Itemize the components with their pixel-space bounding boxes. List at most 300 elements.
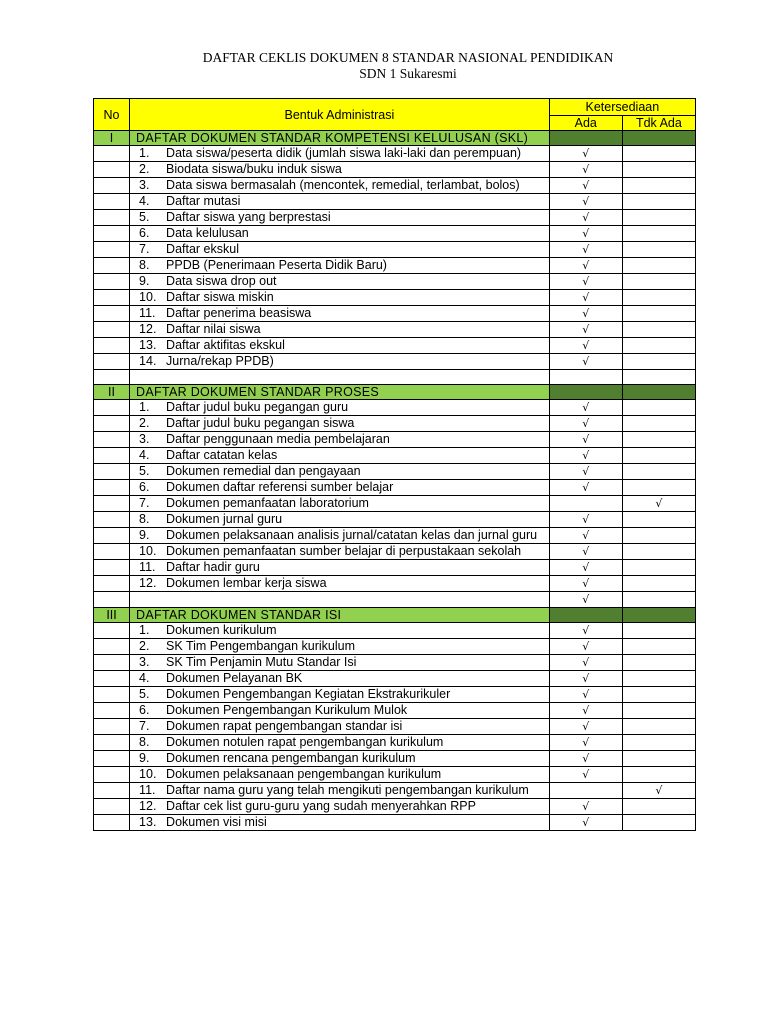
header-no: No <box>94 99 130 131</box>
ada-cell <box>549 592 622 608</box>
tdk-ada-cell <box>622 735 695 751</box>
header-ketersediaan: Ketersediaan <box>549 99 695 116</box>
row-item-cell <box>130 528 550 544</box>
section-row <box>94 131 696 146</box>
ada-cell <box>549 799 622 815</box>
table-row <box>94 162 696 178</box>
ada-cell <box>549 655 622 671</box>
tdk-ada-cell <box>622 274 695 290</box>
item-text: Dokumen Pengembangan Kurikulum Mulok <box>166 703 408 717</box>
ada-cell <box>549 480 622 496</box>
check-mark: √ <box>582 259 590 272</box>
tdk-ada-cell <box>622 306 695 322</box>
table-row <box>94 576 696 592</box>
row-no-cell <box>94 400 130 416</box>
table-row <box>94 274 696 290</box>
ada-cell <box>549 370 622 385</box>
check-mark: √ <box>582 163 590 176</box>
ada-cell <box>549 576 622 592</box>
tdk-ada-cell <box>622 799 695 815</box>
row-no-cell <box>94 496 130 512</box>
table-row <box>94 767 696 783</box>
row-no-cell <box>94 592 130 608</box>
item-text: Daftar aktifitas ekskul <box>166 338 285 352</box>
section-title: DAFTAR DOKUMEN STANDAR PROSES <box>130 385 550 400</box>
section-tdk-cell <box>622 131 695 146</box>
check-mark: √ <box>582 816 590 829</box>
row-item-cell <box>130 162 550 178</box>
section-row <box>94 608 696 623</box>
item-number: 10. <box>139 290 157 304</box>
row-item-cell <box>130 416 550 432</box>
ada-cell <box>549 544 622 560</box>
row-no-cell <box>94 432 130 448</box>
check-mark: √ <box>582 640 590 653</box>
ada-cell <box>549 162 622 178</box>
check-mark: √ <box>582 465 590 478</box>
tdk-ada-cell <box>622 242 695 258</box>
row-item-cell <box>130 400 550 416</box>
table-row <box>94 416 696 432</box>
row-item-cell <box>130 735 550 751</box>
row-item-cell <box>130 370 550 385</box>
row-no-cell <box>94 306 130 322</box>
ada-cell <box>549 767 622 783</box>
table-row <box>94 687 696 703</box>
ada-cell <box>549 735 622 751</box>
table-row <box>94 464 696 480</box>
table-row <box>94 671 696 687</box>
table-row <box>94 258 696 274</box>
tdk-ada-cell <box>622 671 695 687</box>
ada-cell <box>549 400 622 416</box>
check-mark: √ <box>582 195 590 208</box>
row-no-cell <box>94 671 130 687</box>
row-no-cell <box>94 322 130 338</box>
row-no-cell <box>94 512 130 528</box>
item-text: Dokumen pelaksanaan pengembangan kurikulum <box>166 767 442 781</box>
row-item-cell <box>130 258 550 274</box>
school-name: SDN 1 Sukaresmi <box>359 66 457 81</box>
table-row <box>94 799 696 815</box>
table-row <box>94 290 696 306</box>
row-item-cell <box>130 687 550 703</box>
ada-cell <box>549 258 622 274</box>
row-item-cell <box>130 448 550 464</box>
row-item-cell <box>130 432 550 448</box>
ada-cell <box>549 210 622 226</box>
item-text: SK Tim Penjamin Mutu Standar Isi <box>166 655 357 669</box>
tdk-ada-cell <box>622 655 695 671</box>
tdk-ada-cell <box>622 146 695 162</box>
item-text: Dokumen notulen rapat pengembangan kurikulum <box>166 735 444 749</box>
ada-cell <box>549 719 622 735</box>
tdk-ada-cell <box>622 290 695 306</box>
check-mark: √ <box>582 768 590 781</box>
item-text: Data kelulusan <box>166 226 249 240</box>
row-item-cell <box>130 290 550 306</box>
item-number: 10. <box>139 767 157 781</box>
section-number: I <box>94 131 130 146</box>
tdk-ada-cell <box>622 338 695 354</box>
section-tdk-cell <box>622 385 695 400</box>
table-row <box>94 432 696 448</box>
row-no-cell <box>94 623 130 639</box>
row-item-cell <box>130 210 550 226</box>
ada-cell <box>549 815 622 831</box>
item-text: Dokumen pemanfaatan laboratorium <box>166 496 369 510</box>
item-number: 12. <box>139 799 157 813</box>
item-text: Daftar nama guru yang telah mengikuti pengembangan kurikulum <box>166 783 529 797</box>
row-no-cell <box>94 655 130 671</box>
item-text: Daftar siswa yang berprestasi <box>166 210 331 224</box>
table-row <box>94 512 696 528</box>
item-text: Dokumen pelaksanaan analisis jurnal/catatan kelas dan jurnal guru <box>166 528 538 542</box>
item-text: Jurna/rekap PPDB) <box>166 354 274 368</box>
item-number: 1. <box>139 623 150 637</box>
check-mark: √ <box>582 211 590 224</box>
row-item-cell <box>130 496 550 512</box>
check-mark: √ <box>655 497 663 510</box>
row-no-cell <box>94 703 130 719</box>
row-no-cell <box>94 338 130 354</box>
row-item-cell <box>130 815 550 831</box>
row-no-cell <box>94 226 130 242</box>
ada-cell <box>549 464 622 480</box>
item-number: 3. <box>139 178 150 192</box>
item-number: 1. <box>139 146 150 160</box>
row-no-cell <box>94 544 130 560</box>
table-row <box>94 655 696 671</box>
item-number: 4. <box>139 194 150 208</box>
row-item-cell <box>130 226 550 242</box>
item-text: Dokumen lembar kerja siswa <box>166 576 327 590</box>
row-no-cell <box>94 799 130 815</box>
section-ada-cell <box>549 131 622 146</box>
item-text: Daftar catatan kelas <box>166 448 278 462</box>
item-text: Daftar hadir guru <box>166 560 260 574</box>
ada-cell <box>549 528 622 544</box>
table-row <box>94 639 696 655</box>
check-mark: √ <box>582 736 590 749</box>
ada-cell <box>549 671 622 687</box>
ada-cell <box>549 512 622 528</box>
item-text: Biodata siswa/buku induk siswa <box>166 162 342 176</box>
tdk-ada-cell <box>622 623 695 639</box>
ada-cell <box>549 687 622 703</box>
tdk-ada-cell <box>622 560 695 576</box>
check-mark: √ <box>582 752 590 765</box>
row-no-cell <box>94 178 130 194</box>
check-mark: √ <box>582 593 590 606</box>
row-no-cell <box>94 560 130 576</box>
check-mark: √ <box>582 147 590 160</box>
item-number: 12. <box>139 576 157 590</box>
item-number: 3. <box>139 432 150 446</box>
row-item-cell <box>130 671 550 687</box>
item-number: 14. <box>139 354 157 368</box>
section-ada-cell <box>549 608 622 623</box>
item-text: Daftar cek list guru-guru yang sudah menyerahkan RPP <box>166 799 476 813</box>
tdk-ada-cell <box>622 416 695 432</box>
ada-cell <box>549 194 622 210</box>
section-number: III <box>94 608 130 623</box>
tdk-ada-cell <box>622 783 695 799</box>
table-row <box>94 560 696 576</box>
table-row <box>94 623 696 639</box>
item-number: 7. <box>139 719 150 733</box>
ada-cell <box>549 178 622 194</box>
item-text: Dokumen rencana pengembangan kurikulum <box>166 751 416 765</box>
row-item-cell <box>130 306 550 322</box>
table-row <box>94 400 696 416</box>
item-text: Dokumen visi misi <box>166 815 267 829</box>
table-row <box>94 448 696 464</box>
table-row <box>94 242 696 258</box>
check-mark: √ <box>582 624 590 637</box>
ada-cell <box>549 496 622 512</box>
table-row <box>94 592 696 608</box>
row-no-cell <box>94 242 130 258</box>
ada-cell <box>549 448 622 464</box>
item-number: 7. <box>139 242 150 256</box>
row-item-cell <box>130 560 550 576</box>
tdk-ada-cell <box>622 592 695 608</box>
row-item-cell <box>130 703 550 719</box>
tdk-ada-cell <box>622 751 695 767</box>
item-number: 6. <box>139 226 150 240</box>
row-no-cell <box>94 735 130 751</box>
tdk-ada-cell <box>622 194 695 210</box>
section-row <box>94 385 696 400</box>
row-item-cell <box>130 655 550 671</box>
row-item-cell <box>130 274 550 290</box>
row-item-cell <box>130 639 550 655</box>
item-text: PPDB (Penerimaan Peserta Didik Baru) <box>166 258 387 272</box>
item-number: 2. <box>139 162 150 176</box>
check-mark: √ <box>582 243 590 256</box>
section-ada-cell <box>549 385 622 400</box>
check-mark: √ <box>582 339 590 352</box>
item-text: Daftar penerima beasiswa <box>166 306 312 320</box>
ada-cell <box>549 338 622 354</box>
ada-cell <box>549 290 622 306</box>
item-number: 11. <box>139 560 156 574</box>
item-text: Dokumen Pelayanan BK <box>166 671 303 685</box>
check-mark: √ <box>582 417 590 430</box>
item-text: Dokumen pemanfaatan sumber belajar di perpustakaan sekolah <box>166 544 522 558</box>
table-row <box>94 735 696 751</box>
table-row <box>94 496 696 512</box>
row-no-cell <box>94 815 130 831</box>
row-item-cell <box>130 464 550 480</box>
check-mark: √ <box>655 784 663 797</box>
check-mark: √ <box>582 179 590 192</box>
check-mark: √ <box>582 401 590 414</box>
tdk-ada-cell <box>622 354 695 370</box>
ada-cell <box>549 751 622 767</box>
row-no-cell <box>94 258 130 274</box>
row-no-cell <box>94 719 130 735</box>
checklist-table <box>93 98 696 831</box>
row-no-cell <box>94 751 130 767</box>
item-number: 11. <box>139 783 156 797</box>
ada-cell <box>549 432 622 448</box>
tdk-ada-cell <box>622 178 695 194</box>
item-text: Dokumen remedial dan pengayaan <box>166 464 361 478</box>
item-number: 13. <box>139 338 157 352</box>
item-text: Daftar siswa miskin <box>166 290 274 304</box>
table-row <box>94 480 696 496</box>
check-mark: √ <box>582 656 590 669</box>
tdk-ada-cell <box>622 162 695 178</box>
check-mark: √ <box>582 720 590 733</box>
item-number: 7. <box>139 496 150 510</box>
row-item-cell <box>130 512 550 528</box>
row-no-cell <box>94 416 130 432</box>
row-item-cell <box>130 544 550 560</box>
table-row <box>94 719 696 735</box>
row-no-cell <box>94 448 130 464</box>
ada-cell <box>549 146 622 162</box>
row-item-cell <box>130 576 550 592</box>
tdk-ada-cell <box>622 576 695 592</box>
check-mark: √ <box>582 672 590 685</box>
item-text: Dokumen kurikulum <box>166 623 277 637</box>
row-no-cell <box>94 210 130 226</box>
table-row <box>94 815 696 831</box>
item-text: SK Tim Pengembangan kurikulum <box>166 639 356 653</box>
section-title: DAFTAR DOKUMEN STANDAR KOMPETENSI KELULUSAN (SKL) <box>130 131 550 146</box>
header-bentuk-administrasi: Bentuk Administrasi <box>130 99 550 131</box>
check-mark: √ <box>582 355 590 368</box>
item-text: Daftar mutasi <box>166 194 241 208</box>
row-no-cell <box>94 464 130 480</box>
check-mark: √ <box>582 545 590 558</box>
tdk-ada-cell <box>622 226 695 242</box>
item-number: 1. <box>139 400 150 414</box>
tdk-ada-cell <box>622 544 695 560</box>
table-row <box>94 354 696 370</box>
item-number: 2. <box>139 639 150 653</box>
table-row <box>94 338 696 354</box>
item-number: 4. <box>139 671 150 685</box>
tdk-ada-cell <box>622 448 695 464</box>
item-text: Data siswa bermasalah (mencontek, remedial, terlambat, bolos) <box>166 178 520 192</box>
item-text: Dokumen daftar referensi sumber belajar <box>166 480 394 494</box>
row-item-cell <box>130 592 550 608</box>
tdk-ada-cell <box>622 703 695 719</box>
row-no-cell <box>94 354 130 370</box>
ada-cell <box>549 306 622 322</box>
item-number: 6. <box>139 703 150 717</box>
item-number: 13. <box>139 815 157 829</box>
section-number: II <box>94 385 130 400</box>
check-mark: √ <box>582 800 590 813</box>
check-mark: √ <box>582 291 590 304</box>
check-mark: √ <box>582 704 590 717</box>
tdk-ada-cell <box>622 767 695 783</box>
check-mark: √ <box>582 688 590 701</box>
tdk-ada-cell <box>622 400 695 416</box>
table-row <box>94 544 696 560</box>
item-number: 3. <box>139 655 150 669</box>
row-no-cell <box>94 639 130 655</box>
table-row <box>94 178 696 194</box>
tdk-ada-cell <box>622 687 695 703</box>
tdk-ada-cell <box>622 815 695 831</box>
row-no-cell <box>94 480 130 496</box>
row-item-cell <box>130 767 550 783</box>
row-item-cell <box>130 146 550 162</box>
row-no-cell <box>94 687 130 703</box>
check-mark: √ <box>582 227 590 240</box>
item-text: Daftar judul buku pegangan guru <box>166 400 349 414</box>
item-number: 8. <box>139 258 150 272</box>
ada-cell <box>549 783 622 799</box>
table-row <box>94 528 696 544</box>
item-text: Dokumen Pengembangan Kegiatan Ekstrakurikuler <box>166 687 451 701</box>
ada-cell <box>549 703 622 719</box>
item-number: 9. <box>139 274 150 288</box>
table-row <box>94 226 696 242</box>
ada-cell <box>549 274 622 290</box>
table-row <box>94 210 696 226</box>
row-item-cell <box>130 354 550 370</box>
item-number: 8. <box>139 735 150 749</box>
ada-cell <box>549 639 622 655</box>
tdk-ada-cell <box>622 512 695 528</box>
item-text: Daftar penggunaan media pembelajaran <box>166 432 390 446</box>
table-row <box>94 322 696 338</box>
item-text: Dokumen rapat pengembangan standar isi <box>166 719 403 733</box>
item-number: 6. <box>139 480 150 494</box>
check-mark: √ <box>582 481 590 494</box>
item-number: 10. <box>139 544 157 558</box>
tdk-ada-cell <box>622 480 695 496</box>
tdk-ada-cell <box>622 322 695 338</box>
ada-cell <box>549 623 622 639</box>
row-no-cell <box>94 767 130 783</box>
check-mark: √ <box>582 529 590 542</box>
check-mark: √ <box>582 433 590 446</box>
row-no-cell <box>94 528 130 544</box>
tdk-ada-cell <box>622 528 695 544</box>
ada-cell <box>549 226 622 242</box>
row-item-cell <box>130 322 550 338</box>
item-number: 12. <box>139 322 157 336</box>
row-item-cell <box>130 178 550 194</box>
tdk-ada-cell <box>622 719 695 735</box>
tdk-ada-cell <box>622 639 695 655</box>
item-text: Daftar ekskul <box>166 242 239 256</box>
header-tdk-ada: Tdk Ada <box>622 116 695 131</box>
item-number: 5. <box>139 687 150 701</box>
tdk-ada-cell <box>622 258 695 274</box>
tdk-ada-cell <box>622 210 695 226</box>
item-text: Dokumen jurnal guru <box>166 512 283 526</box>
table-row <box>94 703 696 719</box>
item-number: 9. <box>139 751 150 765</box>
row-item-cell <box>130 719 550 735</box>
table-row <box>94 783 696 799</box>
check-mark: √ <box>582 275 590 288</box>
header-ada: Ada <box>549 116 622 131</box>
section-tdk-cell <box>622 608 695 623</box>
item-text: Data siswa/peserta didik (jumlah siswa laki-laki dan perempuan) <box>166 146 522 160</box>
item-text: Daftar nilai siswa <box>166 322 261 336</box>
table-row <box>94 146 696 162</box>
